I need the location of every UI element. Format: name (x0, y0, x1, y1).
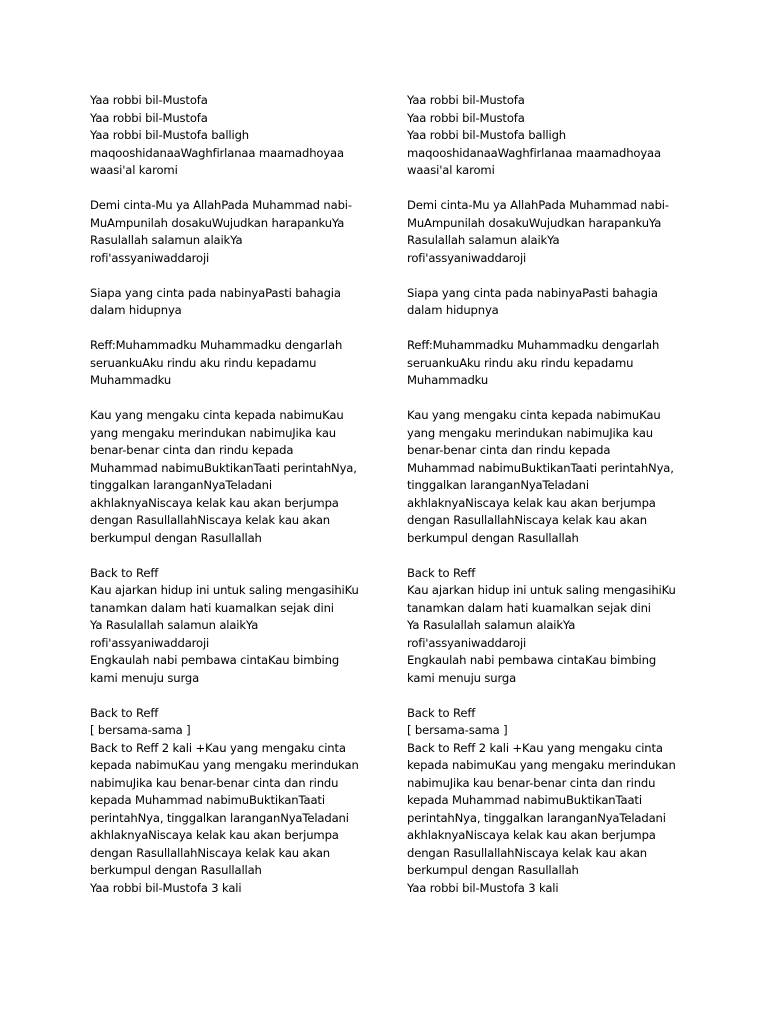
lyrics-line: Engkaulah nabi pembawa cintaKau bimbing (90, 653, 340, 667)
lyrics-column-left (90, 92, 380, 915)
lyrics-line: Yaa robbi bil-Mustofa 3 kali (407, 880, 559, 895)
lyrics-stanza (90, 407, 380, 547)
lyrics-line: [ bersama-sama ] (407, 723, 508, 737)
lyrics-line: Muhammadku (407, 373, 489, 387)
lyrics-line: Yaa robbi bil-Mustofa (90, 93, 208, 107)
lyrics-line: Demi cinta-Mu ya AllahPada Muhammad nabi- (407, 198, 669, 212)
lyrics-line: tinggalkan laranganNyaTeladani (90, 478, 272, 492)
lyrics-line: Siapa yang cinta pada nabinyaPasti bahagia (90, 285, 341, 300)
lyrics-line: Reff:Muhammadku Muhammadku dengarlah (407, 338, 660, 352)
lyrics-line: dengan RasullallahNiscaya kelak kau akan (407, 513, 648, 527)
lyrics-line: waasi'al karomi (407, 163, 495, 177)
lyrics-line: Back to Reff (90, 565, 159, 580)
lyrics-line: maqooshidanaaWaghfirlanaa maamadhoyaa (90, 145, 344, 160)
lyrics-line: Siapa yang cinta pada nabinyaPasti bahagia (407, 285, 658, 300)
lyrics-line: dengan RasullallahNiscaya kelak kau akan (90, 513, 331, 527)
lyrics-line: berkumpul dengan Rasullallah (407, 863, 579, 877)
lyrics-line: Muhammad nabimuBuktikanTaati perintahNya, (90, 460, 357, 475)
lyrics-line: Rasulallah salamun alaikYa (407, 233, 560, 247)
lyrics-line: dengan RasullallahNiscaya kelak kau akan (90, 845, 331, 860)
lyrics-stanza (90, 705, 380, 898)
lyrics-line: Ya Rasulallah salamun alaikYa (407, 618, 576, 632)
lyrics-line: benar-benar cinta dan rindu kepada (407, 443, 611, 457)
lyrics-line: Back to Reff 2 kali +Kau yang mengaku cinta (90, 740, 346, 755)
lyrics-line: Kau yang mengaku cinta kepada nabimuKau (407, 408, 661, 422)
lyrics-line: Ya Rasulallah salamun alaikYa (90, 618, 259, 632)
lyrics-stanza (90, 285, 380, 320)
lyrics-line: Yaa robbi bil-Mustofa balligh (90, 128, 249, 142)
lyrics-line: Yaa robbi bil-Mustofa (90, 110, 208, 125)
lyrics-stanza (407, 565, 697, 688)
lyrics-stanza (90, 92, 380, 180)
lyrics-stanza (90, 565, 380, 688)
lyrics-line: [ bersama-sama ] (90, 723, 191, 737)
lyrics-line: nabimuJika kau benar-benar cinta dan rindu (90, 775, 339, 790)
lyrics-line: perintahNya, tinggalkan laranganNyaTeladani (407, 810, 666, 825)
lyrics-line: perintahNya, tinggalkan laranganNyaTeladani (90, 810, 349, 825)
lyrics-line: MuAmpunilah dosakuWujudkan harapankuYa (407, 215, 662, 230)
lyrics-line: Muhammad nabimuBuktikanTaati perintahNya, (407, 460, 674, 475)
lyrics-column-right (407, 92, 697, 915)
lyrics-stanza (90, 337, 380, 390)
lyrics-line: Reff:Muhammadku Muhammadku dengarlah (90, 338, 343, 352)
lyrics-line: MuAmpunilah dosakuWujudkan harapankuYa (90, 215, 345, 230)
lyrics-line: tanamkan dalam hati kuamalkan sejak dini (90, 600, 334, 615)
lyrics-line: Demi cinta-Mu ya AllahPada Muhammad nabi- (90, 198, 352, 212)
lyrics-line: kepada Muhammad nabimuBuktikanTaati (407, 793, 642, 807)
lyrics-line: Back to Reff (407, 565, 476, 580)
lyrics-line: benar-benar cinta dan rindu kepada (90, 443, 294, 457)
lyrics-line: nabimuJika kau benar-benar cinta dan rindu (407, 775, 656, 790)
lyrics-line: Engkaulah nabi pembawa cintaKau bimbing (407, 653, 657, 667)
lyrics-stanza (90, 197, 380, 267)
lyrics-line: kami menuju surga (90, 670, 200, 685)
lyrics-stanza (407, 337, 697, 390)
lyrics-line: kepada nabimuKau yang mengaku merindukan (90, 758, 359, 772)
lyrics-line: Rasulallah salamun alaikYa (90, 233, 243, 247)
lyrics-line: berkumpul dengan Rasullallah (407, 530, 579, 545)
lyrics-stanza (407, 705, 697, 898)
lyrics-line: akhlaknyaNiscaya kelak kau akan berjumpa (90, 828, 339, 842)
lyrics-line: seruankuAku rindu aku rindu kepadamu (90, 355, 317, 370)
lyrics-line: kepada Muhammad nabimuBuktikanTaati (90, 793, 325, 807)
lyrics-line: rofi'assyaniwaddaroji (407, 635, 527, 650)
lyrics-line: Back to Reff (90, 705, 159, 720)
lyrics-line: Kau ajarkan hidup ini untuk saling mengasihiKu (407, 583, 676, 597)
lyrics-line: Muhammadku (90, 373, 172, 387)
lyrics-line: seruankuAku rindu aku rindu kepadamu (407, 355, 634, 370)
lyrics-line: rofi'assyaniwaddaroji (90, 635, 210, 650)
lyrics-stanza (407, 285, 697, 320)
lyrics-line: waasi'al karomi (90, 163, 178, 177)
lyrics-line: Yaa robbi bil-Mustofa (407, 110, 525, 125)
lyrics-stanza (407, 197, 697, 267)
lyrics-line: akhlaknyaNiscaya kelak kau akan berjumpa (407, 495, 656, 510)
lyrics-line: berkumpul dengan Rasullallah (90, 530, 262, 545)
lyrics-line: dengan RasullallahNiscaya kelak kau akan (407, 845, 648, 860)
lyrics-line: yang mengaku merindukan nabimuJika kau (90, 425, 336, 440)
lyrics-line: Back to Reff 2 kali +Kau yang mengaku cinta (407, 740, 663, 755)
lyrics-stanza (407, 407, 697, 547)
lyrics-line: Yaa robbi bil-Mustofa 3 kali (90, 880, 242, 895)
lyrics-line: rofi'assyaniwaddaroji (407, 250, 527, 265)
lyrics-line: Back to Reff (407, 705, 476, 720)
lyrics-line: akhlaknyaNiscaya kelak kau akan berjumpa (407, 828, 656, 842)
lyrics-line: kami menuju surga (407, 670, 517, 685)
lyrics-line: tanamkan dalam hati kuamalkan sejak dini (407, 600, 651, 615)
lyrics-line: maqooshidanaaWaghfirlanaa maamadhoyaa (407, 145, 661, 160)
lyrics-line: Kau ajarkan hidup ini untuk saling mengasihiKu (90, 583, 359, 597)
lyrics-line: akhlaknyaNiscaya kelak kau akan berjumpa (90, 495, 339, 510)
lyrics-line: berkumpul dengan Rasullallah (90, 863, 262, 877)
lyrics-line: dalam hidupnya (407, 303, 499, 317)
lyrics-line: Kau yang mengaku cinta kepada nabimuKau (90, 408, 344, 422)
lyrics-line: kepada nabimuKau yang mengaku merindukan (407, 758, 676, 772)
lyrics-line: rofi'assyaniwaddaroji (90, 250, 210, 265)
lyrics-line: yang mengaku merindukan nabimuJika kau (407, 425, 653, 440)
lyrics-stanza (407, 92, 697, 180)
lyrics-line: tinggalkan laranganNyaTeladani (407, 478, 589, 492)
lyrics-line: dalam hidupnya (90, 303, 182, 317)
lyrics-line: Yaa robbi bil-Mustofa (407, 93, 525, 107)
lyrics-line: Yaa robbi bil-Mustofa balligh (407, 128, 566, 142)
